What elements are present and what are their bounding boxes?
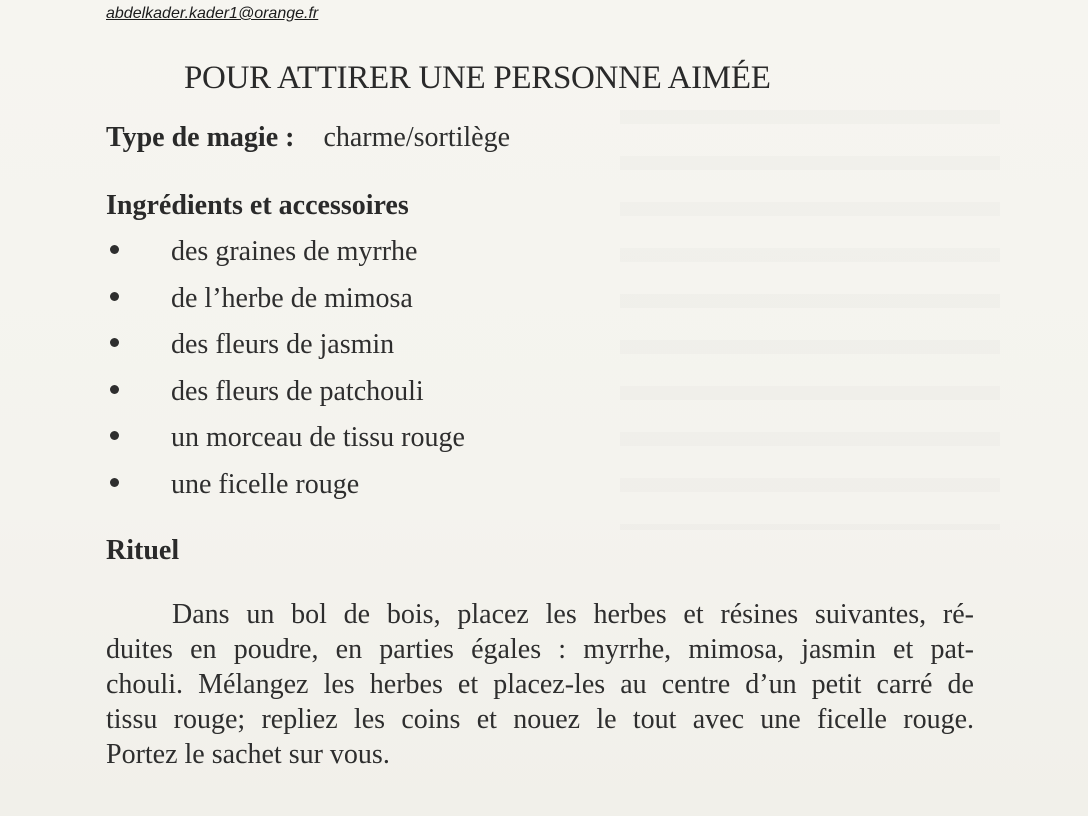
bullet-icon (110, 478, 119, 487)
page-bleed-through (620, 110, 1000, 530)
ritual-line: Dans un bol de bois, placez les herbes et résines suivantes, ré- (172, 599, 974, 630)
ingredient-text: des fleurs de jasmin (171, 329, 395, 361)
ingredient-text: de l’herbe de mimosa (171, 282, 413, 314)
bullet-icon (110, 338, 119, 347)
magic-type-label: Type de magie : (106, 122, 295, 153)
ingredients-heading: Ingrédients et accessoires (106, 190, 409, 221)
ingredient-text: des graines de myrrhe (171, 236, 418, 267)
ingredient-text: une ficelle rouge (171, 468, 360, 500)
bullet-icon (110, 385, 119, 394)
ingredient-text: un morceau de tissu rouge (171, 422, 465, 454)
ritual-line: Portez le sachet sur vous. (106, 739, 390, 770)
ingredient-text: des fleurs de patchouli (171, 375, 424, 407)
ritual-line: duites en poudre, en parties égales : myrrhe, mimosa, jasmin et pat- (106, 634, 974, 665)
page-title: POUR ATTIRER UNE PERSONNE AIMÉE (184, 60, 771, 96)
magic-type-row (106, 122, 510, 154)
ritual-heading: Rituel (106, 535, 180, 566)
ritual-paragraph (106, 597, 974, 772)
ritual-line: chouli. Mélangez les herbes et placez-les au centre d’un petit carré de (106, 669, 974, 700)
bullet-icon (110, 292, 119, 301)
ritual-line: tissu rouge; repliez les coins et nouez le tout avec une ficelle rouge. (106, 704, 974, 735)
magic-type-value: charme/sortilège (323, 122, 511, 153)
email-link[interactable]: abdelkader.kader1@orange.fr (106, 5, 319, 22)
bullet-icon (110, 245, 119, 254)
bullet-icon (110, 431, 119, 440)
